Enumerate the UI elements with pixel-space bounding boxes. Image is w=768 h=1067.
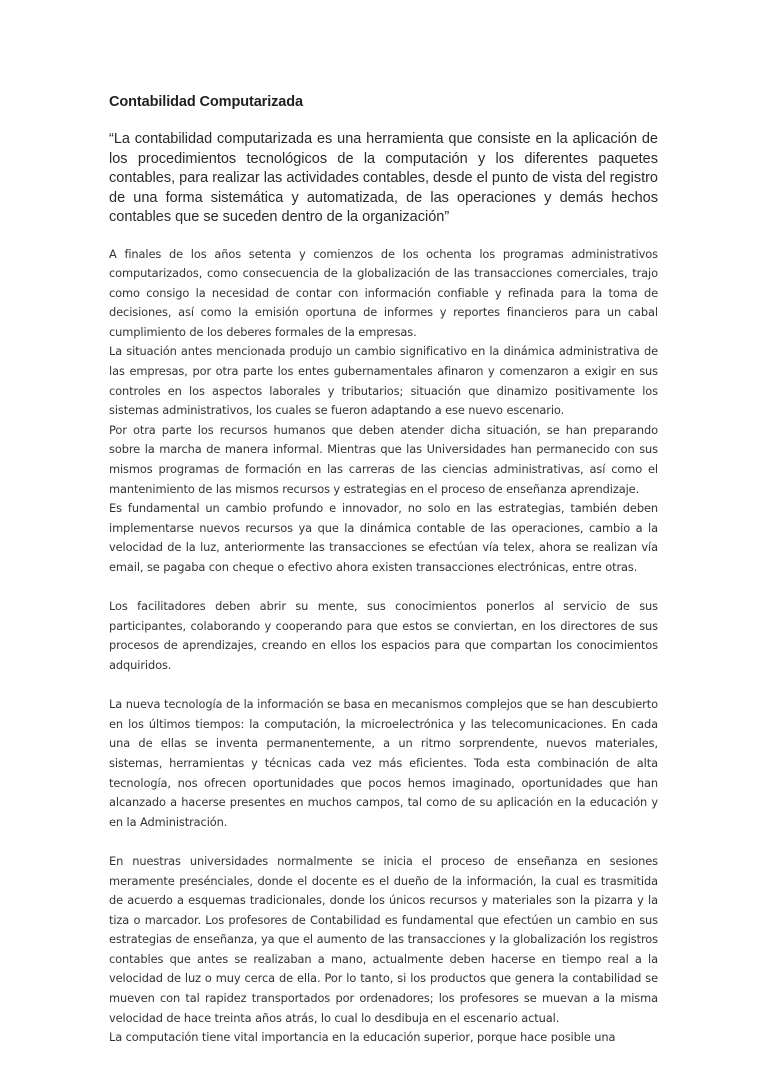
paragraph-line: La situación antes mencionada produjo un cambio significativo en la dinámica administrativa de las empresas, por otra parte los entes gubernamentales afinaron y comenzaron a exigir en sus controles en los aspectos laborales y tributarios; situación que dinamizo positivamente los sistemas administrativos, los cuales se fueron adaptando a ese nuevo escenario. [109,344,658,418]
definition-quote: “La contabilidad computarizada es una herramienta que consiste en la aplicación de los procedimientos tecnológicos de la computación y los diferentes paquetes contables, para realizar las actividades contables, desde el punto de vista del registro de una forma sistemática y automatizada, de las operaciones y demás hechos contables que se suceden dentro de la organización” [109,131,658,225]
document-content [109,94,658,1067]
paragraph-line: En nuestras universidades normalmente se inicia el proceso de enseñanza en sesiones meramente presénciales, donde el docente es el dueño de la información, la cual es trasmitida de acuerdo a esquemas tradicionales, donde los únicos recursos y materiales son la pizarra y la tiza o marcador. Los profesores de Contabilidad es fundamental que efectúen un cambio en sus estrategias de enseñanza, ya que el aumento de las transacciones y la globalización los registros contables que antes se realizaban a mano, actualmente deben hacerse en tiempo real a la velocidad de luz o muy cerca de ella. Por lo tanto, si los productos que genera la contabilidad se mueven con tal rapidez transportados por ordenadores; los profesores se muevan a la misma velocidad de hace treinta años atrás, lo cual lo desdibuja en el escenario actual. [109,853,658,1025]
paragraph-line: La computación tiene vital importancia en la educación superior, porque hace posible una [109,1030,616,1045]
paragraph-line: La nueva tecnología de la información se basa en mecanismos complejos que se han descubierto en los últimos tiempos: la computación, la microelectrónica y las telecomunicaciones. En cada una de ellas se inventa permanentemente, a un ritmo sorprendente, nuevos materiales, sistemas, herramientas y técnicas cada vez más eficientes. Toda esta combinación de alta tecnología, nos ofrecen oportunidades que pocos hemos imaginado, oportunidades que han alcanzado a hacerse presentes en muchos campos, tal como de su aplicación en la educación y en la Administración. [109,697,658,829]
paragraph-1 [109,245,658,578]
paragraph-4 [109,852,658,1048]
paragraph-3 [109,695,658,832]
paragraph-2 [109,597,658,675]
paragraph-line: Por otra parte los recursos humanos que deben atender dicha situación, se han preparando sobre la marcha de manera informal. Mientras que las Universidades han permanecido con sus mismos programas de formación en las carreras de las ciencias administrativas, así como el mantenimiento de las mismos recursos y estrategias en el proceso de enseñanza aprendizaje. [109,422,658,496]
paragraph-line: Los facilitadores deben abrir su mente, sus conocimientos ponerlos al servicio de sus participantes, colaborando y cooperando para que estos se conviertan, en los directores de sus procesos de aprendizajes, creando en ellos los espacios para que compartan los conocimientos adquiridos. [109,599,658,672]
document-title: Contabilidad Computarizada [109,94,303,110]
paragraph-line: Es fundamental un cambio profundo e innovador, no solo en las estrategias, también deben implementarse nuevos recursos ya que la dinámica contable de las operaciones, cambio a la velocidad de la luz, anteriormente las transacciones se efectúan vía telex, ahora se realizan vía email, se pagaba con cheque o efectivo ahora existen transacciones electrónicas, entre otras. [109,501,658,574]
paragraph-line: A finales de los años setenta y comienzos de los ochenta los programas administrativos computarizados, como consecuencia de la globalización de las transacciones comerciales, trajo como consigo la necesidad de contar con información confiable y refinada para la toma de decisiones, así como la emisión oportuna de informes y reportes financieros para un cabal cumplimiento de los deberes formales de la empresas. [109,246,658,339]
